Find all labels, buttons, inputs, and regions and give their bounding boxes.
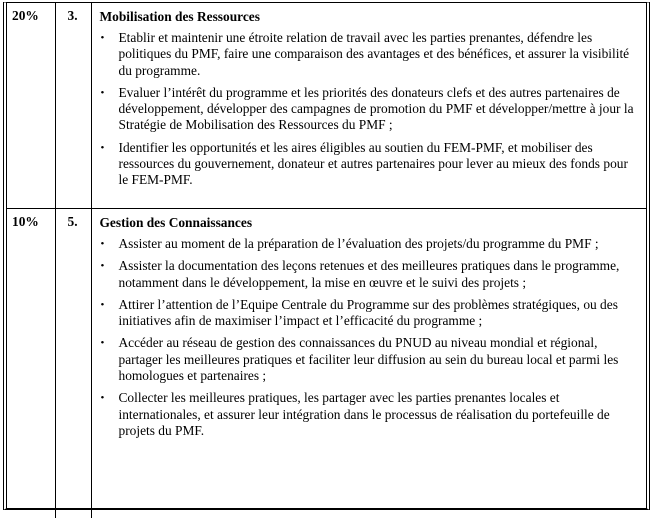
bullet-icon: • (101, 85, 105, 101)
list-item-text: Identifier les opportunités et les aires éligibles au soutien du FEM-PMF, et mobiliser des ressources du gouvernement, donateur et autres partenaires pour lever au mieux des fonds pour le FEM-PMF. (119, 140, 628, 188)
bullet-icon: • (101, 30, 105, 46)
bullet-icon: • (101, 236, 105, 252)
table-row (7, 209, 646, 518)
list-item (100, 258, 641, 291)
list-item (100, 85, 641, 134)
list-item-text: Accéder au réseau de gestion des connaissances du PNUD au niveau mondial et régional, partager les meilleures pratiques et faciliter leur diffusion au sein du bureau local et parmi les homologues et partenaires ; (119, 335, 619, 383)
bullet-icon: • (101, 258, 105, 274)
section-number: 5. (55, 209, 91, 518)
responsibilities-table (7, 3, 646, 518)
bullet-list (100, 236, 641, 439)
bullet-icon: • (101, 297, 105, 313)
list-item-text: Collecter les meilleures pratiques, les partager avec les parties prenantes locales et internationales, et assurer leur intégration dans le processus de réalisation du portefeuille de projets du PMF. (119, 390, 610, 438)
list-item (100, 140, 641, 189)
list-item-text: Assister la documentation des leçons retenues et des meilleures pratiques dans le programme, notamment dans le développement, la mise en œuvre et le suivi des projets ; (119, 258, 620, 289)
list-item (100, 30, 641, 79)
bullet-list (100, 30, 641, 189)
list-item-text: Etablir et maintenir une étroite relation de travail avec les parties prenantes, défendre les politiques du PMF, faire une comparaison des avantages et des bénéfices, et assurer la visibilité du programme. (119, 30, 630, 78)
bullet-icon: • (101, 390, 105, 406)
bullet-icon: • (101, 140, 105, 156)
list-item-text: Attirer l’attention de l’Equipe Centrale du Programme sur des problèmes stratégiques, ou des initiatives afin de maximiser l’impact et l’efficacité du programme ; (119, 297, 618, 328)
table-row (7, 3, 646, 209)
list-item (100, 335, 641, 384)
list-item-text: Assister au moment de la préparation de l’évaluation des projets/du programme du PMF ; (119, 236, 599, 251)
section-body (91, 3, 646, 209)
section-number: 3. (55, 3, 91, 209)
weight-cell: 10% (7, 209, 55, 518)
weight-cell: 20% (7, 3, 55, 209)
list-item-text: Evaluer l’intérêt du programme et les priorités des donateurs clefs et des autres partenaires de développement, développer des campagnes de promotion du PMF et développer/mettre à jour la Stratégie de Mobilisation des Ressources du PMF ; (119, 85, 634, 133)
section-title: Mobilisation des Ressources (100, 8, 641, 25)
section-body (91, 209, 646, 518)
bullet-icon: • (101, 335, 105, 351)
section-title: Gestion des Connaissances (100, 214, 641, 231)
list-item (100, 236, 641, 252)
list-item (100, 390, 641, 439)
list-item (100, 297, 641, 330)
